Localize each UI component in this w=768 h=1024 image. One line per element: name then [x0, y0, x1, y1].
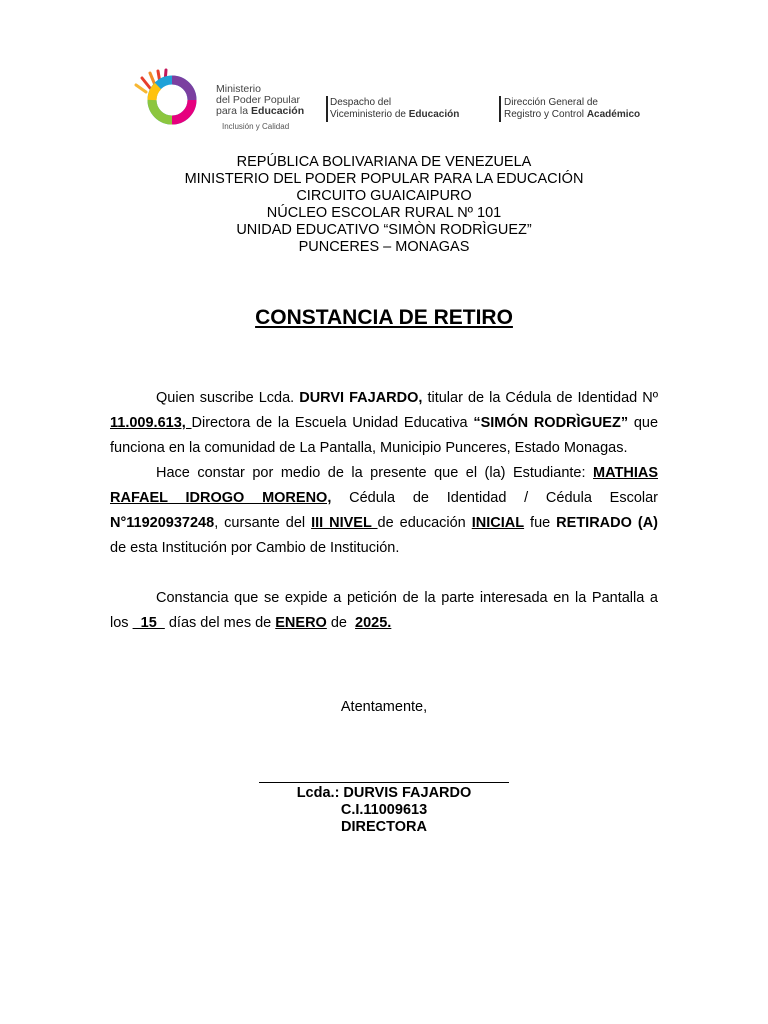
signature-name: Lcda.: DURVIS FAJARDO [296, 785, 472, 801]
divider [326, 96, 328, 122]
institution-header [0, 154, 768, 256]
education-stage: INICIAL [471, 515, 525, 531]
paragraph-3 [110, 586, 658, 636]
p3-text-2: días del mes de [164, 615, 276, 631]
despacho-name [330, 97, 459, 121]
p2-text-6: de esta Institución por Cambio de Institución. [110, 540, 400, 556]
student-level: III NIVEL [311, 515, 378, 531]
despacho-line-2a: Viceministerio de [330, 109, 409, 120]
letterhead [128, 66, 688, 136]
signature-id: C.I.11009613 [340, 802, 428, 818]
signature-role: DIRECTORA [341, 819, 427, 835]
issue-day: 15 [132, 615, 165, 631]
ministry-line-2: del Poder Popular [216, 94, 301, 106]
signer-name: DURVI FAJARDO, [299, 390, 423, 406]
despacho-line-2b: Educación [408, 109, 460, 120]
direccion-line-2a: Registro y Control [504, 109, 587, 120]
signer-id: 11.009.613, [110, 415, 192, 431]
ministry-name [216, 84, 304, 117]
despacho-line-1: Despacho del [330, 97, 392, 108]
signature-details [0, 785, 768, 836]
p2-text-1: Hace constar por medio de la presente que el (la) Estudiante: [156, 465, 594, 481]
ministry-line-3a: para la [216, 105, 252, 117]
direccion-line-1: Dirección General de [504, 97, 598, 108]
paragraph-2 [110, 461, 658, 561]
student-id: N°11920937248 [110, 515, 215, 531]
direccion-line-2 [504, 109, 640, 121]
withdrawal-status: RETIRADO (A) [556, 515, 658, 531]
direccion-name [504, 97, 640, 121]
header-line-2: MINISTERIO DEL PODER POPULAR PARA LA EDUCACIÓN [184, 171, 584, 187]
p2-text-5: fue [524, 515, 557, 531]
ministry-line-3b: Educación [251, 105, 305, 117]
student-name: MATHIAS RAFAEL IDROGO MORENO, [110, 465, 658, 506]
header-line-6: PUNCERES – MONAGAS [298, 239, 470, 255]
ministry-tagline: Inclusión y Calidad [222, 122, 290, 131]
document-title: CONSTANCIA DE RETIRO [255, 306, 513, 329]
ministry-logo-icon [128, 68, 216, 126]
p2-text-4: de educación [377, 515, 472, 531]
p1-text-1: Quien suscribe Lcda. [156, 390, 300, 406]
header-line-3: CIRCUITO GUAICAIPURO [296, 188, 472, 204]
ministry-line-3 [216, 106, 304, 117]
paragraph-1 [110, 386, 658, 461]
header-line-5: UNIDAD EDUCATIVO “SIMÒN RODRÌGUEZ” [236, 222, 532, 238]
document-body [110, 386, 658, 636]
spacer [110, 561, 658, 586]
direccion-line-2b: Académico [586, 109, 641, 120]
p1-text-3: Directora de la Escuela Unidad Educativa [191, 415, 474, 431]
issue-year: 2025. [355, 615, 392, 631]
p3-text-1: Constancia que se expide a petición de la parte interesada en la Pantalla a los [110, 590, 658, 631]
signature-block [0, 766, 768, 836]
p1-text-2: titular de la Cédula de Identidad Nº [422, 390, 658, 406]
issue-month: ENERO [275, 615, 327, 631]
ministry-line-1: Ministerio [216, 83, 261, 95]
p2-text-2: Cédula de Identidad / Cédula Escolar [331, 490, 658, 506]
school-name: “SIMÓN RODRÌGUEZ” [473, 415, 629, 431]
p1-text-4: que funciona en la comunidad de La Pantalla, Municipio Punceres, Estado Monagas. [110, 415, 659, 456]
p3-text-3: de [326, 615, 356, 631]
divider [499, 96, 501, 122]
signature-line [259, 782, 509, 783]
despacho-line-2 [330, 109, 459, 121]
p2-text-3: , cursante del [214, 515, 312, 531]
header-line-4: NÚCLEO ESCOLAR RURAL Nº 101 [266, 205, 502, 221]
closing-salutation: Atentamente, [340, 699, 428, 715]
header-line-1: REPÚBLICA BOLIVARIANA DE VENEZUELA [236, 154, 532, 170]
